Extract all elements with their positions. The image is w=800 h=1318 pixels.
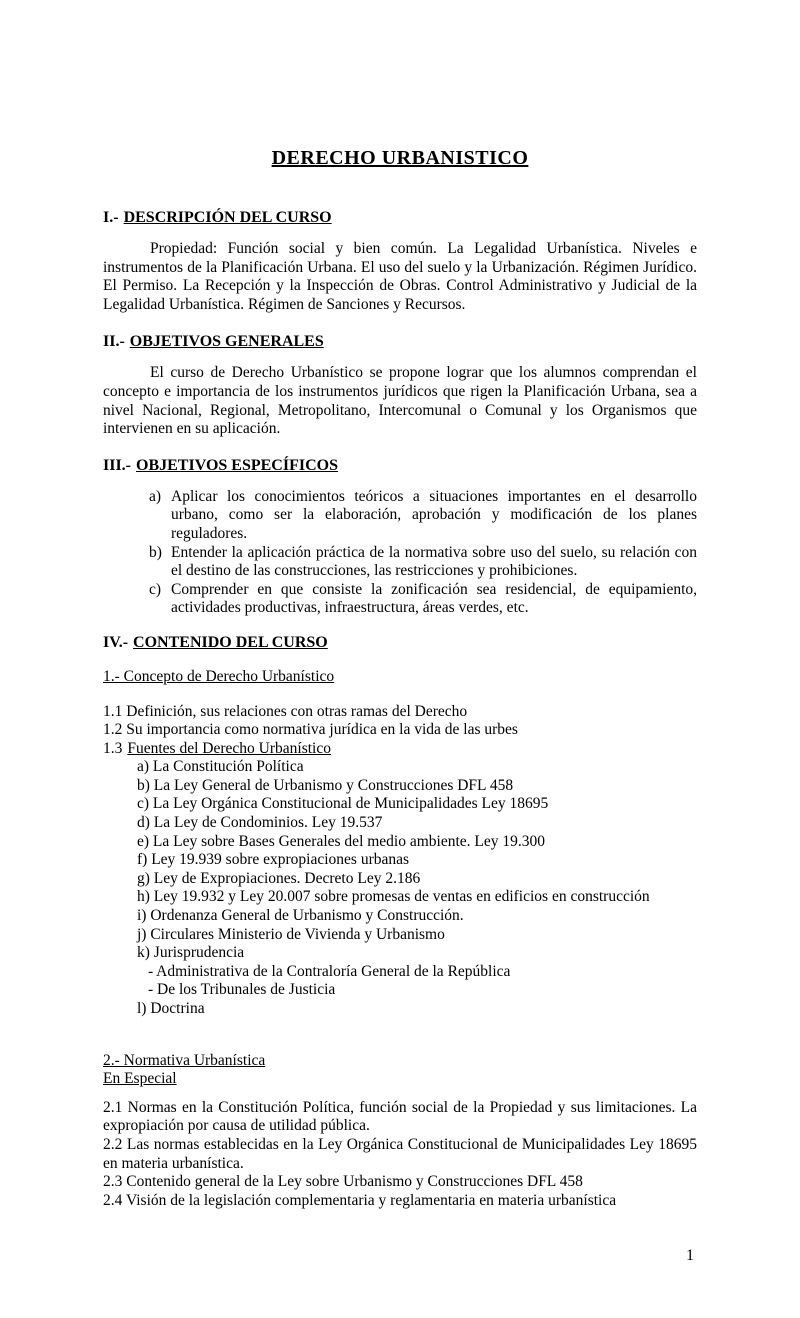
unit-1-item-1-3-number: 1.3 [103,739,123,757]
section-2-title: OBJETIVOS GENERALES [129,333,324,351]
unit-2-item-2-4: 2.4 Visión de la legislación complementaria y reglamentaria en materia urbanística [103,1191,617,1209]
section-1-title: DESCRIPCIÓN DEL CURSO [123,209,332,226]
section-4-title: CONTENIDO DEL CURSO [133,633,328,651]
unit-1-items [103,703,697,1019]
source-subitem-k-1: - Administrativa de la Contraloría General de la República [148,962,511,980]
unit-2-item-2-3: 2.3 Contenido general de la Ley sobre Urbanismo y Construcciones DFL 458 [103,1173,583,1191]
section-2-heading [103,332,697,351]
section-4-number: IV.- [103,633,129,651]
unit-1-item-1-1: 1.1 Definición, sus relaciones con otras ramas del Derecho [103,702,468,720]
source-item-a: a) La Constitución Política [137,758,304,776]
section-1-heading [103,208,697,227]
document-title: DERECHO URBANISTICO [271,147,529,169]
source-item-b: b) La Ley General de Urbanismo y Construcciones DFL 458 [137,776,514,794]
objective-item-a [103,488,697,544]
page-number: 1 [686,1247,694,1264]
unit-2-item-2-1: 2.1 Normas en la Constitución Política, función social de la Propiedad y sus limitaciones. La expropiación por causa de utilidad pública. [103,1098,697,1135]
objectives-list [103,488,697,618]
section-3-title: OBJETIVOS ESPECÍFICOS [136,456,338,474]
section-1-paragraph: Propiedad: Función social y bien común. La Legalidad Urbanística. Niveles e instrumentos de la Planificación Urbana. El uso del suelo y la Urbanización. Régimen Jurídico. El Permiso. La Recepción y la Inspección de Obras. Control Administrativo y Judicial de la Legalidad Urbanística. Régimen de Sanciones y Recursos. [103,240,697,313]
section-3-heading [103,456,697,475]
objective-marker-b: b) [149,543,162,561]
source-item-h: h) Ley 19.932 y Ley 20.007 sobre promesas de ventas en edificios en construcción [137,888,650,906]
unit-2-heading [103,1052,697,1089]
source-subitem-k-2: - De los Tribunales de Justicia [148,981,336,999]
section-1-number: I.- [103,209,119,226]
unit-2-item-2-2: 2.2 Las normas establecidas en la Ley Orgánica Constitucional de Municipalidades Ley 18695 en materia urbanística. [103,1135,697,1172]
unit-1-item-1-2: 1.2 Su importancia como normativa jurídica en la vida de las urbes [103,721,518,739]
unit-1-item-1-3 [103,740,697,759]
source-item-e: e) La Ley sobre Bases Generales del medio ambiente. Ley 19.300 [137,832,546,850]
unit-2-items [103,1099,697,1211]
unit-1-heading: 1.- Concepto de Derecho Urbanístico [103,667,335,685]
section-2-paragraph: El curso de Derecho Urbanístico se propone lograr que los alumnos comprendan el concepto e importancia de los instrumentos jurídicos que rigen la Planificación Urbana, sea a nivel Nacional, Regional, Metropolitano, Intercomunal o Comunal y los Organismos que intervienen en su aplicación. [103,364,697,438]
objective-item-c [103,581,697,618]
source-item-g: g) Ley de Expropiaciones. Decreto Ley 2.186 [137,869,421,887]
sources-list [103,758,697,1018]
objective-text-b: Entender la aplicación práctica de la normativa sobre uso del suelo, su relación con el destino de las construcciones, las restricciones y prohibiciones. [171,543,697,580]
source-item-c: c) La Ley Orgánica Constitucional de Municipalidades Ley 18695 [137,795,549,813]
unit-2-heading-line-2: En Especial [103,1070,177,1088]
objective-marker-c: c) [149,580,162,598]
objective-text-a: Aplicar los conocimientos teóricos a situaciones importantes en el desarrollo urbano, como ser la elaboración, aprobación y modificación de los planes reguladores. [171,487,697,542]
section-4-heading [103,633,697,652]
source-item-f: f) Ley 19.939 sobre expropiaciones urbanas [137,851,410,869]
unit-1-item-1-3-title: Fuentes del Derecho Urbanístico [127,739,331,757]
source-item-k: k) Jurisprudencia [137,944,245,962]
source-item-i: i) Ordenanza General de Urbanismo y Construcción. [137,907,464,925]
unit-2-heading-line-1: 2.- Normativa Urbanística [103,1051,266,1069]
objective-text-c: Comprender en que consiste la zonificación sea residencial, de equipamiento, actividades productivas, infraestructura, áreas verdes, etc. [171,580,697,617]
source-item-l: l) Doctrina [137,1000,205,1017]
source-item-d: d) La Ley de Condominios. Ley 19.537 [137,814,383,832]
objective-marker-a: a) [149,487,162,505]
objective-item-b [103,544,697,581]
source-item-j: j) Circulares Ministerio de Vivienda y Urbanismo [137,925,445,943]
section-3-number: III.- [103,456,132,474]
section-2-number: II.- [103,333,125,351]
